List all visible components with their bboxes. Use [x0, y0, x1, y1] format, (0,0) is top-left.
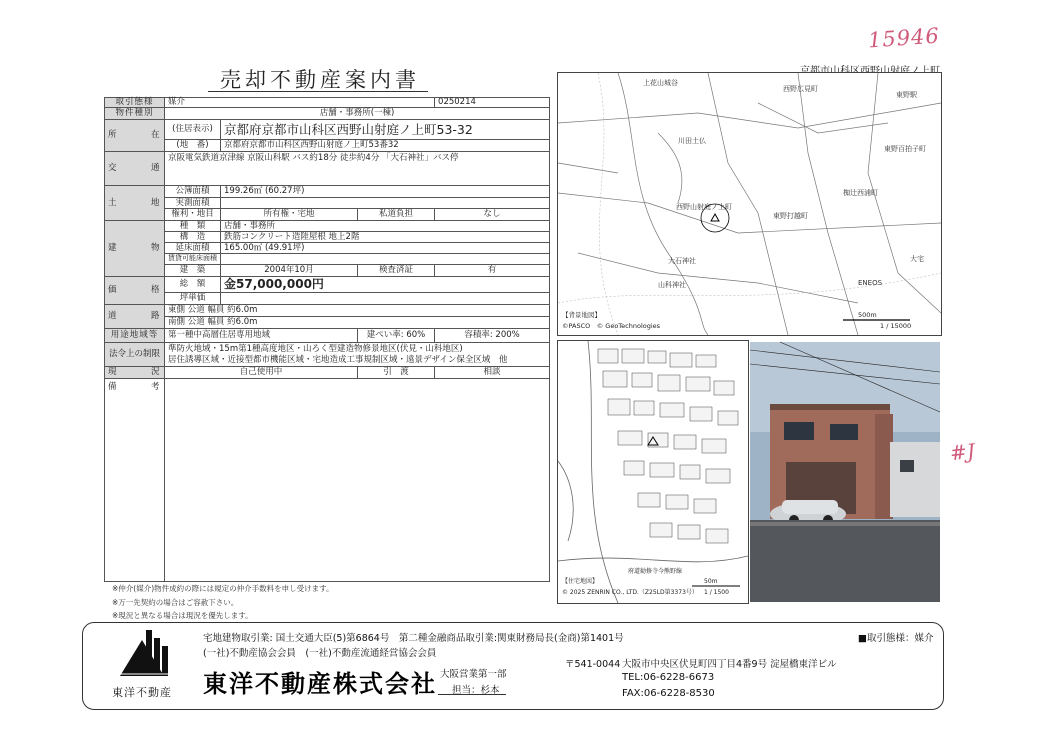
- document-title: 売却不動産案内書: [220, 68, 420, 92]
- map-label: 山科神社: [658, 281, 686, 289]
- lot-label: (地 番): [165, 140, 221, 152]
- map-label: 大宅: [910, 255, 924, 263]
- company-address: 大阪市中央区伏見町四丁目4番9号 淀屋橋東洋ビル: [622, 659, 837, 670]
- price-label: 価 格: [105, 277, 165, 305]
- note-line: ※万一先契約の場合はご容赦下さい。: [112, 597, 239, 607]
- map-scale-distance: 500m: [858, 311, 877, 319]
- far-value: 容積率: 200%: [435, 329, 550, 343]
- kind-label: 種 類: [165, 221, 221, 232]
- company-name: 東洋不動産株式会社: [203, 670, 437, 698]
- traffic-value: 京阪電気鉄道京津線 京阪山科駅 バス約18分 徒歩約4分 「大石神社」バス停: [165, 152, 550, 186]
- location-label: 所 在: [105, 120, 165, 152]
- notes: [112, 582, 334, 623]
- status-label: 現 況: [105, 367, 165, 379]
- note-line: ※現況と異なる場合は現況を優先します。: [112, 611, 253, 620]
- status-value: 自己使用中: [165, 367, 358, 379]
- building-photo: [750, 342, 940, 602]
- land-label: 土 地: [105, 186, 165, 221]
- inspection-label: 検査済証: [358, 265, 435, 277]
- map-label: 東野打越町: [773, 212, 808, 220]
- private-road-value: なし: [435, 209, 550, 221]
- bus-stop-label: 府道勧修寺今熊野線: [628, 568, 683, 575]
- handover-label: 引 渡: [358, 367, 435, 379]
- branch-name: 大阪営業第一部: [440, 669, 507, 680]
- property-table: [104, 97, 550, 582]
- residential-map-caption: 【住宅地図】: [562, 578, 599, 585]
- legal-line-2: 居住誘導区域・近接型都市機能区域・宅地造成工事規制区域・遠景デザイン保全区域 他: [168, 354, 508, 365]
- land-area-value: 199.26㎡ (60.27坪): [221, 186, 550, 198]
- zoning-value: 第一種中高層住居専用地域: [165, 329, 358, 343]
- doc-number: 0250214: [435, 98, 550, 108]
- structure-value: 鉄筋コンクリート造陸屋根 地上2階: [221, 232, 550, 243]
- tsubo-value: [221, 293, 550, 305]
- map-label: 西野広見町: [783, 85, 818, 93]
- property-type-value: 店舗・事務所(一棟): [165, 108, 550, 120]
- built-value: 2004年10月: [221, 265, 358, 277]
- built-label: 建 築: [165, 265, 221, 277]
- handover-value: 相談: [435, 367, 550, 379]
- zoning-label: 用途地域等: [105, 329, 165, 343]
- map-label: 東野駅: [896, 91, 917, 99]
- residential-map: [557, 340, 749, 604]
- area-map-drawing: [558, 73, 941, 335]
- building-label: 建 物: [105, 221, 165, 277]
- handwritten-side-mark: #J: [948, 438, 976, 466]
- company-logo-icon: [120, 628, 178, 676]
- license-line-2: (一社)不動産協会会員 (一社)不動産流通経営協会会員: [203, 648, 437, 659]
- kind-value: 店舗・事務所: [221, 221, 550, 232]
- rights-value: 所有権・宅地: [221, 209, 358, 221]
- road-label: 道 路: [105, 305, 165, 329]
- floor-area-label: 延床面積: [165, 243, 221, 254]
- person-in-charge: 担当：杉本: [452, 685, 500, 696]
- remarks-label: 備 考: [105, 379, 165, 582]
- traffic-label: 交 通: [105, 152, 165, 186]
- transaction-value: 媒介: [165, 98, 435, 108]
- license-line-1: 宅地建物取引業: 国土交通大臣(5)第6864号 第二種金融商品取引業:関東財務局長(金商)第1401号: [203, 633, 624, 644]
- company-fax: FAX:06-6228-8530: [622, 688, 715, 699]
- residential-scale-distance: 50m: [704, 578, 718, 585]
- rental-area-value: [221, 254, 550, 265]
- residential-scale-ratio: 1 / 1500: [704, 589, 729, 596]
- coverage-value: 建ぺい率: 60%: [358, 329, 435, 343]
- private-road-label: 私道負担: [358, 209, 435, 221]
- residential-map-drawing: [558, 341, 748, 603]
- map-label: ENEOS: [858, 279, 883, 287]
- floor-area-value: 165.00㎡ (49.91坪): [221, 243, 550, 254]
- lot-value: 京都府京都市山科区西野山射庭ノ上町53番32: [221, 140, 550, 152]
- actual-area-label: 実測面積: [165, 198, 221, 209]
- residential-map-copyright: © 2025 ZENRIN CO., LTD.（Z25LD第3373号）: [562, 589, 698, 596]
- map-copyright: ©PASCO © GeoTechnologies: [562, 322, 661, 330]
- road-south: 南側 公道 幅員 約6.0m: [165, 317, 550, 329]
- residence-label: (住居表示): [165, 120, 221, 140]
- inspection-value: 有: [435, 265, 550, 277]
- postal-code: 〒541-0044: [565, 659, 621, 670]
- total-value: 金57,000,000円: [221, 277, 550, 293]
- map-label: 西野山射庭ノ上町: [676, 203, 732, 211]
- map-label: 上花山城谷: [643, 79, 678, 87]
- property-type-label: 物件種別: [105, 108, 165, 120]
- rental-area-label: 賃貸可能床面積: [165, 254, 221, 265]
- actual-area-value: [221, 198, 550, 209]
- map-caption: 【背景地図】: [562, 311, 601, 319]
- person-underline: [438, 694, 506, 695]
- residence-value: 京都府京都市山科区西野山射庭ノ上町53-32: [221, 120, 550, 140]
- total-label: 総 額: [165, 277, 221, 293]
- handwritten-number: 15946: [867, 23, 941, 53]
- map-scale-ratio: 1 / 15000: [880, 322, 912, 330]
- map-label: 東野百拍子町: [884, 145, 926, 153]
- transaction-mark: ■取引態様：媒介: [858, 633, 934, 644]
- road-east: 東側 公道 幅員 約6.0m: [165, 305, 550, 317]
- structure-label: 構 造: [165, 232, 221, 243]
- company-tel: TEL:06-6228-6673: [622, 672, 715, 683]
- legal-label: 法令上の制限: [105, 343, 165, 367]
- building-photo-drawing: [750, 342, 940, 602]
- remarks-value: [165, 379, 550, 582]
- rights-label: 権利・地目: [165, 209, 221, 221]
- note-line: ※仲介(媒介)物件成約の際には規定の仲介手数料を申し受けます。: [112, 584, 334, 593]
- title-underline: [208, 91, 428, 92]
- map-label: 大石神社: [668, 257, 696, 265]
- legal-line-1: 準防火地域・15m第1種高度地区・山ろく型建造物修景地区(伏見・山科地区): [168, 343, 463, 354]
- area-map: [557, 72, 942, 336]
- tsubo-label: 坪単価: [165, 293, 221, 305]
- map-label: 椥辻西浦町: [843, 189, 878, 197]
- transaction-label: 取引態様: [105, 98, 165, 108]
- logo-text: 東洋不動産: [112, 686, 172, 699]
- map-label: 川田土仏: [678, 137, 706, 145]
- land-area-label: 公簿面積: [165, 186, 221, 198]
